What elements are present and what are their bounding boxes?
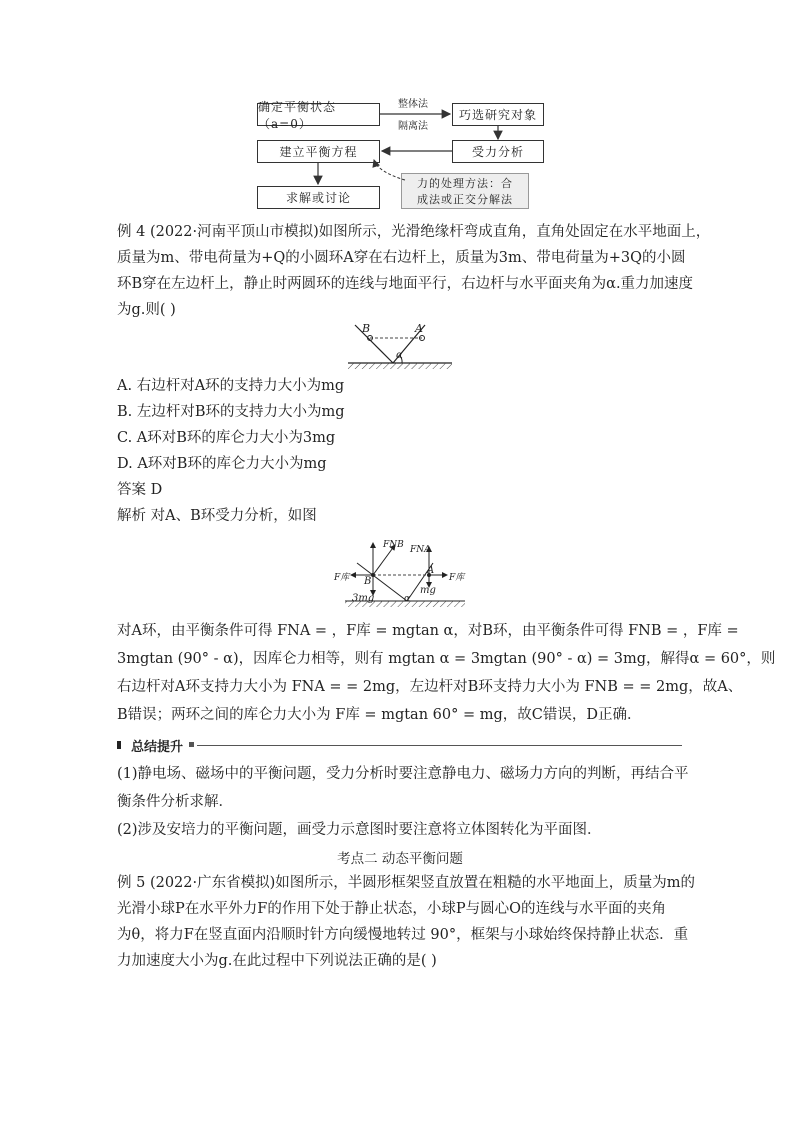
summary-title: 总结提升 bbox=[131, 740, 184, 755]
example4-line2: 质量为m、带电荷量为+Q的小圆环A穿在右边杆上，质量为3m、带电荷量为+3Q的小圆 bbox=[117, 250, 686, 266]
analysis-line-2: 3mgtan (90° - α)，因库仑力相等，则有 mgtan α = 3mgtan (90° - α) = 3mg，解得α = 60°，则 bbox=[117, 651, 776, 667]
example5-line2: 光滑小球P在水平外力F的作用下处于静止状态，小球P与圆心O的连线与水平面的夹角 bbox=[117, 901, 666, 917]
summary-line-1: (1)静电场、磁场中的平衡问题，受力分析时要注意静电力、磁场力方向的判断，再结合平 bbox=[117, 766, 689, 782]
summary-square-icon bbox=[189, 742, 194, 747]
label-fright: F库 bbox=[449, 573, 465, 583]
example5-line4: 力加速度大小为g.在此过程中下列说法正确的是( ) bbox=[117, 953, 437, 969]
flow-box-balance-state: 确定平衡状态（a=0） bbox=[257, 103, 380, 126]
flow-box-equation: 建立平衡方程 bbox=[257, 140, 380, 163]
analysis-line-4: B错误；两环之间的库仑力大小为 F库 = mgtan 60° = mg，故C错误，D正确． bbox=[117, 707, 642, 723]
summary-line-3: (2)涉及安培力的平衡问题，画受力示意图时要注意将立体图转化为平面图． bbox=[117, 822, 602, 838]
option-c: C. A环对B环的库仑力大小为3mg bbox=[117, 430, 336, 446]
figure-label-a: A bbox=[415, 322, 423, 335]
flow-label-whole: 整体法 bbox=[398, 99, 428, 110]
label-mg: mg bbox=[420, 585, 436, 596]
analysis-intro: 解析 对A、B环受力分析，如图 bbox=[117, 508, 317, 524]
flow-arrows bbox=[0, 0, 800, 230]
flow-box-methods: 力的处理方法：合 成法或正交分解法 bbox=[401, 173, 529, 209]
label-fleft: F库 bbox=[334, 573, 350, 583]
label-3mg: 3mg bbox=[352, 593, 375, 604]
example4-line4: 为g.则( ) bbox=[117, 302, 176, 318]
label-a: A bbox=[427, 565, 435, 576]
section-heading: 考点二 动态平衡问题 bbox=[337, 851, 463, 867]
example5-line3: 为θ，将力F在竖直面内沿顺时针方向缓慢地转过 90°，框架与小球始终保持静止状态．重 bbox=[117, 927, 689, 943]
flow-box-solve: 求解或讨论 bbox=[257, 186, 380, 209]
summary-bullet-icon bbox=[117, 741, 121, 749]
flow-box-research-object: 巧选研究对象 bbox=[452, 103, 544, 126]
figure-label-b: B bbox=[362, 322, 371, 335]
analysis-line-3: 右边杆对A环支持力大小为 FNA = = 2mg，左边杆对B环支持力大小为 FNB = = 2mg，故A、 bbox=[117, 679, 743, 695]
label-alpha-force: α bbox=[404, 594, 411, 604]
option-d: D. A环对B环的库仑力大小为mg bbox=[117, 456, 327, 472]
label-fnb: FNB bbox=[383, 540, 404, 550]
summary-header bbox=[117, 738, 682, 755]
label-fna: FNA bbox=[410, 545, 431, 555]
flow-label-isolate: 隔离法 bbox=[398, 121, 428, 132]
summary-rule bbox=[197, 745, 682, 746]
example4-line1: 例 4 (2022·河南平顶山市模拟)如图所示，光滑绝缘杆弯成直角，直角处固定在水平地面上， bbox=[117, 224, 711, 240]
example5-line1: 例 5 (2022·广东省模拟)如图所示，半圆形框架竖直放置在粗糙的水平地面上，质量为m的 bbox=[117, 875, 696, 891]
analysis-line-1: 对A环，由平衡条件可得 FNA = ，F库 = mgtan α，对B环，由平衡条件可得 FNB = ，F库 = bbox=[117, 623, 739, 639]
label-b: B bbox=[364, 576, 372, 587]
option-a: A. 右边杆对A环的支持力大小为mg bbox=[117, 378, 345, 394]
summary-line-2: 衡条件分析求解． bbox=[117, 794, 233, 810]
figure-label-alpha: α bbox=[396, 350, 403, 361]
option-b: B. 左边杆对B环的支持力大小为mg bbox=[117, 404, 345, 420]
rod-figure bbox=[340, 320, 460, 375]
example4-line3: 环B穿在左边杆上，静止时两圆环的连线与地面平行，右边杆与水平面夹角为α.重力加速度 bbox=[117, 276, 694, 292]
flow-box-force-analysis: 受力分析 bbox=[452, 140, 544, 163]
answer-line: 答案 D bbox=[117, 482, 163, 498]
